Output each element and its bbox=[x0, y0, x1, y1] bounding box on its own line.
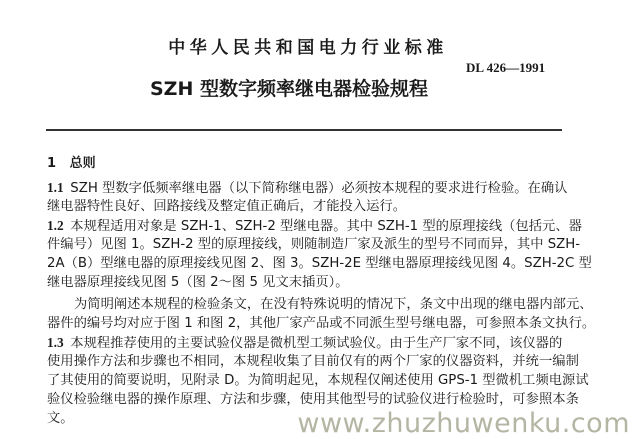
clause-number: 1.2 bbox=[47, 218, 64, 233]
line-text: 使用操作方法和步骤也不相同，本规程收集了目前仅有的两个厂家的仪器资料，并统一编制 bbox=[47, 354, 579, 369]
line-text: 件编号）见图 1。SZH-2 型的原理接线，则随制造厂家及派生的型号不同而异，其中 SZH- bbox=[47, 237, 581, 252]
line-text: 器件的编号均对应于图 1 和图 2，其他厂家产品或不同派生型号继电器，可参照本条文执行。 bbox=[47, 316, 596, 331]
line-text: 本规程适用对象是 SZH-1、SZH-2 型继电器。其中 SZH-1 型的原理接线（包括元、器 bbox=[70, 219, 582, 234]
section-heading bbox=[47, 152, 96, 171]
text-line bbox=[47, 315, 596, 333]
line-text: 本规程推荐使用的主要试验仪器是微机型工频试验仪。由于生产厂家不同，该仪器的 bbox=[70, 336, 563, 351]
text-line bbox=[74, 296, 593, 314]
line-text: 继电器特性良好、回路接线及整定值正确后，才能投入运行。 bbox=[47, 199, 407, 214]
text-line bbox=[47, 236, 581, 254]
text-line bbox=[47, 179, 568, 198]
text-line bbox=[47, 255, 592, 273]
text-line bbox=[47, 217, 582, 236]
text-line bbox=[47, 391, 579, 409]
line-text: 继电器原理接线见图 5（图 2～图 5 见文末插页）。 bbox=[47, 275, 349, 290]
clause-number: 1.1 bbox=[47, 180, 64, 195]
standard-code: DL 426—1991 bbox=[466, 60, 546, 75]
clause-number: 1.3 bbox=[47, 335, 64, 350]
line-text: 验仪检验继电器的操作原理、方法和步骤，使用其他型号的试验仪进行检验时，可参照本条 bbox=[47, 392, 579, 407]
text-line bbox=[47, 334, 563, 353]
text-line bbox=[47, 372, 589, 390]
section-number: 1 bbox=[47, 156, 57, 171]
line-text: 为简明阐述本规程的检验条文，在没有特殊说明的情况下，条文中出现的继电器内部元、 bbox=[74, 297, 593, 312]
line-text: 了其使用的简要说明，见附录 D。为简明起见，本规程仅阐述使用 GPS-1 型微机工频电源试 bbox=[47, 373, 589, 388]
text-line bbox=[47, 274, 560, 292]
text-line bbox=[47, 410, 74, 428]
section-title: 总则 bbox=[69, 156, 96, 171]
line-text: 文。 bbox=[47, 411, 74, 426]
text-line bbox=[47, 198, 560, 216]
text-line bbox=[47, 353, 579, 371]
header-divider bbox=[46, 129, 562, 131]
doc-title: SZH 型数字频率继电器检验规程 bbox=[150, 78, 428, 100]
org-title: 中华人民共和国电力行业标准 bbox=[168, 38, 448, 58]
line-text: 2A（B）型继电器的原理接线见图 2、图 3。SZH-2E 型继电器原理接线见图 4。SZH-2C 型 bbox=[47, 256, 592, 271]
watermark: www.zhuzhuwenku.com bbox=[297, 408, 630, 439]
line-text: SZH 型数字低频率继电器（以下简称继电器）必须按本规程的要求进行检验。在确认 bbox=[70, 181, 568, 196]
